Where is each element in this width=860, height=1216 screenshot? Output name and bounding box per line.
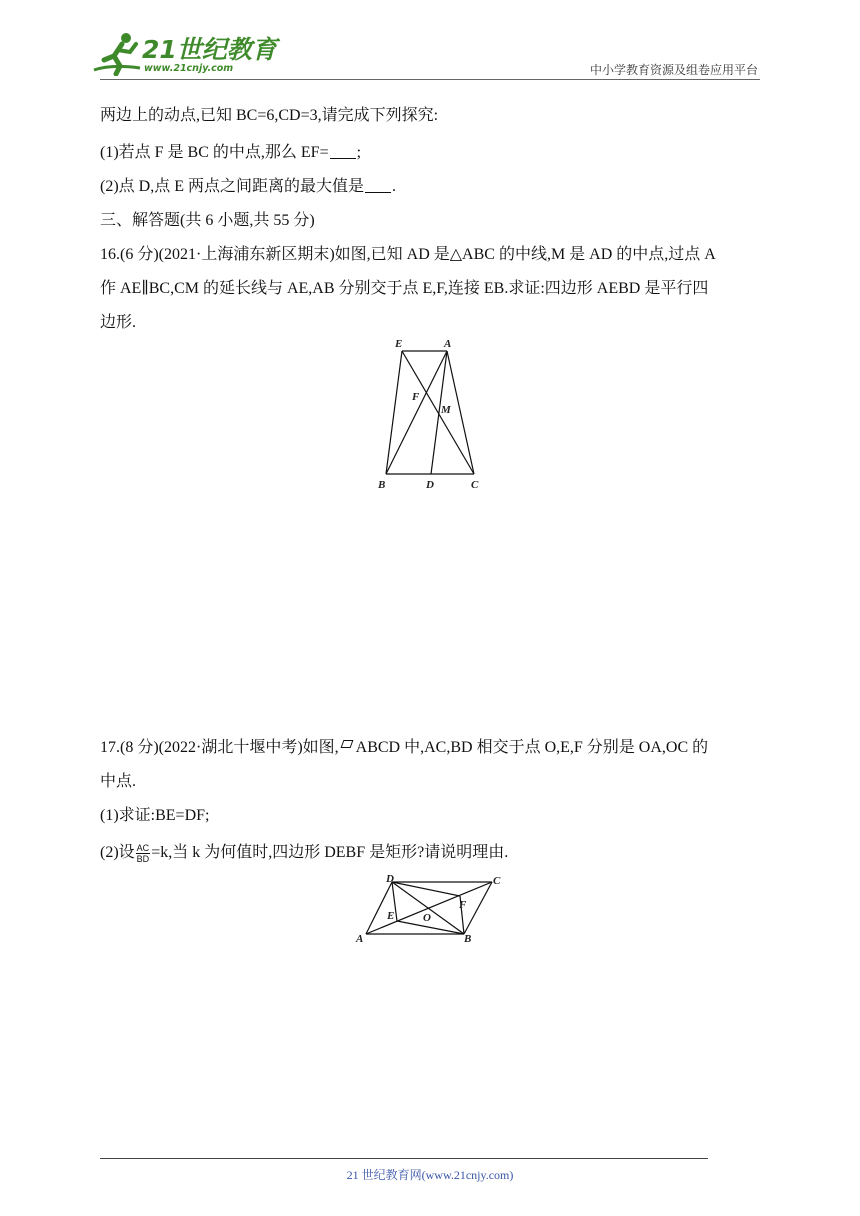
label-D: D: [386, 873, 394, 885]
question-15-part-2: [100, 177, 768, 197]
q15-2-end: .: [392, 178, 396, 195]
label-B: B: [464, 933, 472, 945]
question-17-part-2: [100, 843, 768, 864]
runner-logo-icon: [92, 30, 142, 76]
text-line-1: 两边上的动点,已知 BC=6,CD=3,请完成下列探究:: [100, 107, 439, 124]
q17-2-text-b: =k,当 k 为何值时,四边形 DEBF 是矩形?请说明理由.: [151, 844, 509, 862]
section-heading-3: 三、解答题(共 6 小题,共 55 分): [100, 212, 315, 229]
q15-2-text: (2)点 D,点 E 两点之间距离的最大值是: [100, 178, 364, 195]
q17-2-text-a: (2)设: [100, 844, 135, 862]
question-17-line-1: [100, 738, 768, 758]
q17-text-b: ABCD 中,AC,BD 相交于点 O,E,F 分别是 OA,OC 的: [355, 739, 709, 756]
label-C: C: [493, 875, 501, 887]
label-F: F: [459, 899, 467, 911]
figure-1-svg: [372, 332, 492, 494]
q15-1-end: ;: [356, 144, 362, 161]
question-17-line-2: 中点.: [100, 773, 137, 790]
question-17-part-1: (1)求证:BE=DF;: [100, 807, 210, 824]
question-16-line-3: 边形.: [100, 314, 137, 331]
label-M: M: [441, 404, 451, 416]
q17-text-a: 17.(8 分)(2022·湖北十堰中考)如图,: [100, 739, 339, 756]
answer-blank: [365, 178, 391, 193]
header-divider: [100, 79, 760, 80]
fraction-ac-over-bd: [136, 843, 151, 864]
question-15-part-1: [100, 143, 768, 163]
label-F: F: [412, 391, 420, 403]
label-A: A: [356, 933, 364, 945]
figure-parallelogram: [352, 872, 512, 953]
label-C: C: [471, 479, 479, 491]
label-E: E: [387, 910, 395, 922]
fraction-numerator: AC: [136, 843, 150, 853]
figure-trapezoid: [372, 332, 492, 499]
label-B: B: [378, 479, 386, 491]
footer-divider: [100, 1158, 708, 1159]
label-O: O: [423, 912, 431, 924]
q15-1-text: (1)若点 F 是 BC 的中点,那么 EF=: [100, 144, 329, 161]
question-16-line-1: 16.(6 分)(2021·上海浦东新区期末)如图,已知 AD 是△ABC 的中线,M 是 AD 的中点,过点 A: [100, 246, 716, 263]
label-D: D: [426, 479, 434, 491]
label-A: A: [444, 338, 452, 350]
fraction-denominator: BD: [136, 854, 150, 864]
page-header: [0, 0, 860, 90]
question-16-line-2: 作 AE∥BC,CM 的延长线与 AE,AB 分别交于点 E,F,连接 EB.求证:四边形 AEBD 是平行四: [100, 280, 709, 297]
logo-text: 21世纪教育: [142, 35, 277, 64]
site-tagline: 中小学教育资源及组卷应用平台: [589, 63, 758, 77]
logo-url: www.21cnjy.com: [144, 63, 234, 74]
logo: [92, 30, 277, 80]
label-E: E: [395, 338, 403, 350]
figure-2-svg: [352, 872, 512, 948]
footer-text: 21 世纪教育网(www.21cnjy.com): [346, 1168, 514, 1182]
parallelogram-symbol-icon: [340, 740, 353, 748]
answer-blank: [330, 144, 356, 159]
